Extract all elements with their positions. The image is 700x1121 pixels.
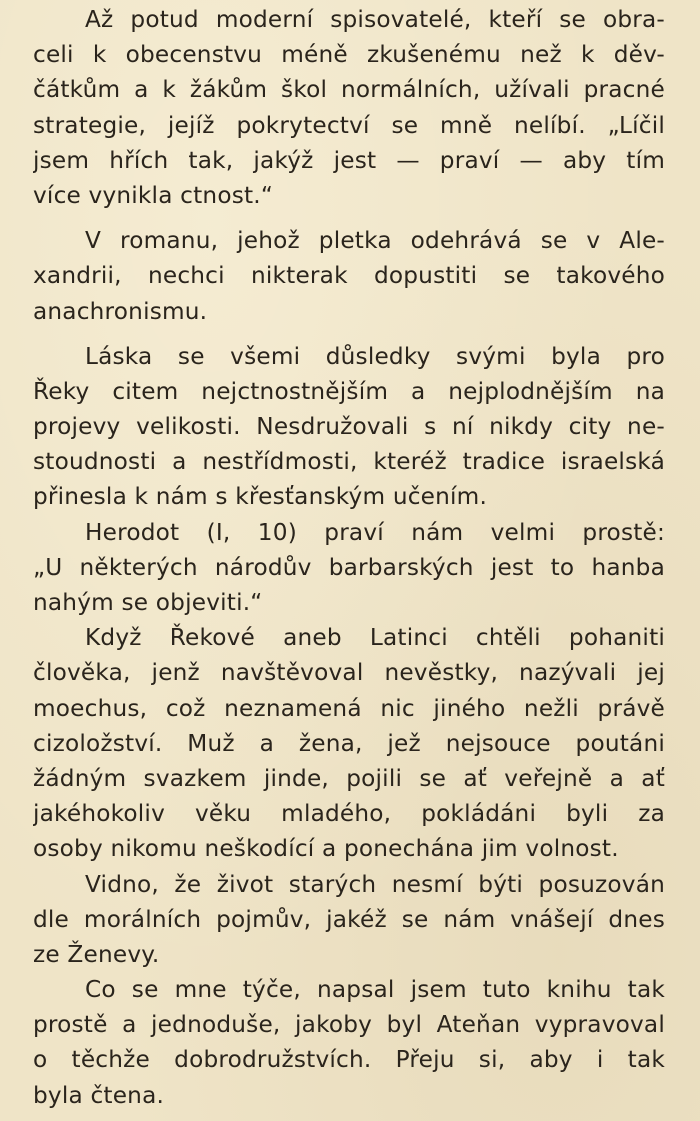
text-line: přinesla k nám s křesťanským učením. <box>33 483 488 511</box>
paragraph-6 <box>33 867 665 973</box>
text-line: Až potud moderní spisovatelé, kteří se obra- <box>85 6 665 33</box>
paragraph-2 <box>33 223 665 329</box>
text-line: xandrii, nechci nikterak dopustiti se takového <box>33 262 665 290</box>
text-line: osoby nikomu neškodící a ponechána jim volnost. <box>33 835 619 863</box>
text-line: Co se mne týče, napsal jsem tuto knihu tak <box>85 976 665 1004</box>
text-line: „U některých národův barbarských jest to hanba <box>33 553 665 581</box>
paragraph-4 <box>33 515 665 621</box>
text-line: čátkům a k žákům škol normálních, užívali pracné <box>33 76 665 104</box>
text-line: více vynikla ctnost.“ <box>33 181 274 209</box>
text-line: Vidno, že život starých nesmí býti posuzován <box>85 870 665 898</box>
text-line: dle morálních pojmův, jakéž se nám vnášejí dnes <box>33 905 665 933</box>
text-line: Když Řekové aneb Latinci chtěli pohaniti <box>85 624 665 652</box>
text-line: V romanu, jehož pletka odehrává se v Ale- <box>85 227 665 255</box>
text-line: byla čtena. <box>33 1081 165 1109</box>
text-line: projevy velikosti. Nesdružovali s ní nikdy city ne- <box>33 413 665 441</box>
paragraph-gap <box>33 213 665 223</box>
text-line: nahým se objeviti.“ <box>33 589 263 616</box>
text-line: jsem hřích tak, jakýž jest — praví — aby tím <box>33 146 665 174</box>
text-line: celi k obecenstvu méně zkušenému než k děv- <box>33 41 665 69</box>
text-line: jakéhokoliv věku mladého, pokládáni byli za <box>33 800 665 828</box>
paragraph-3 <box>33 339 665 515</box>
text-line: Láska se všemi důsledky svými byla pro <box>85 342 665 370</box>
text-line: cizoložství. Muž a žena, jež nejsouce poutáni <box>33 729 665 757</box>
text-line: o těchže dobrodružstvích. Přeju si, aby i tak <box>33 1046 665 1074</box>
text-line: stoudnosti a nestřídmosti, kteréž tradice israelská <box>33 448 665 476</box>
text-line: Řeky citem nejctnostnějším a nejplodnějším na <box>33 377 665 405</box>
paragraph-7 <box>33 972 665 1113</box>
paragraph-1 <box>33 2 665 213</box>
text-line: Herodot (I, 10) praví nám velmi prostě: <box>85 518 665 546</box>
text-line: žádným svazkem jinde, pojili se ať veřejně a ať <box>33 764 665 792</box>
body-text <box>33 2 665 1113</box>
text-line: moechus, což neznamená nic jiného nežli právě <box>33 694 665 722</box>
paragraph-5 <box>33 620 665 866</box>
text-line: strategie, jejíž pokrytectví se mně nelíbí. „Líčil <box>33 111 665 139</box>
text-line: prostě a jednoduše, jakoby byl Ateňan vypravoval <box>33 1011 665 1039</box>
text-line: anachronismu. <box>33 297 208 325</box>
text-line: ze Ženevy. <box>33 940 160 968</box>
paragraph-gap <box>33 329 665 339</box>
text-line: člověka, jenž navštěvoval nevěstky, nazývali jej <box>33 659 665 687</box>
